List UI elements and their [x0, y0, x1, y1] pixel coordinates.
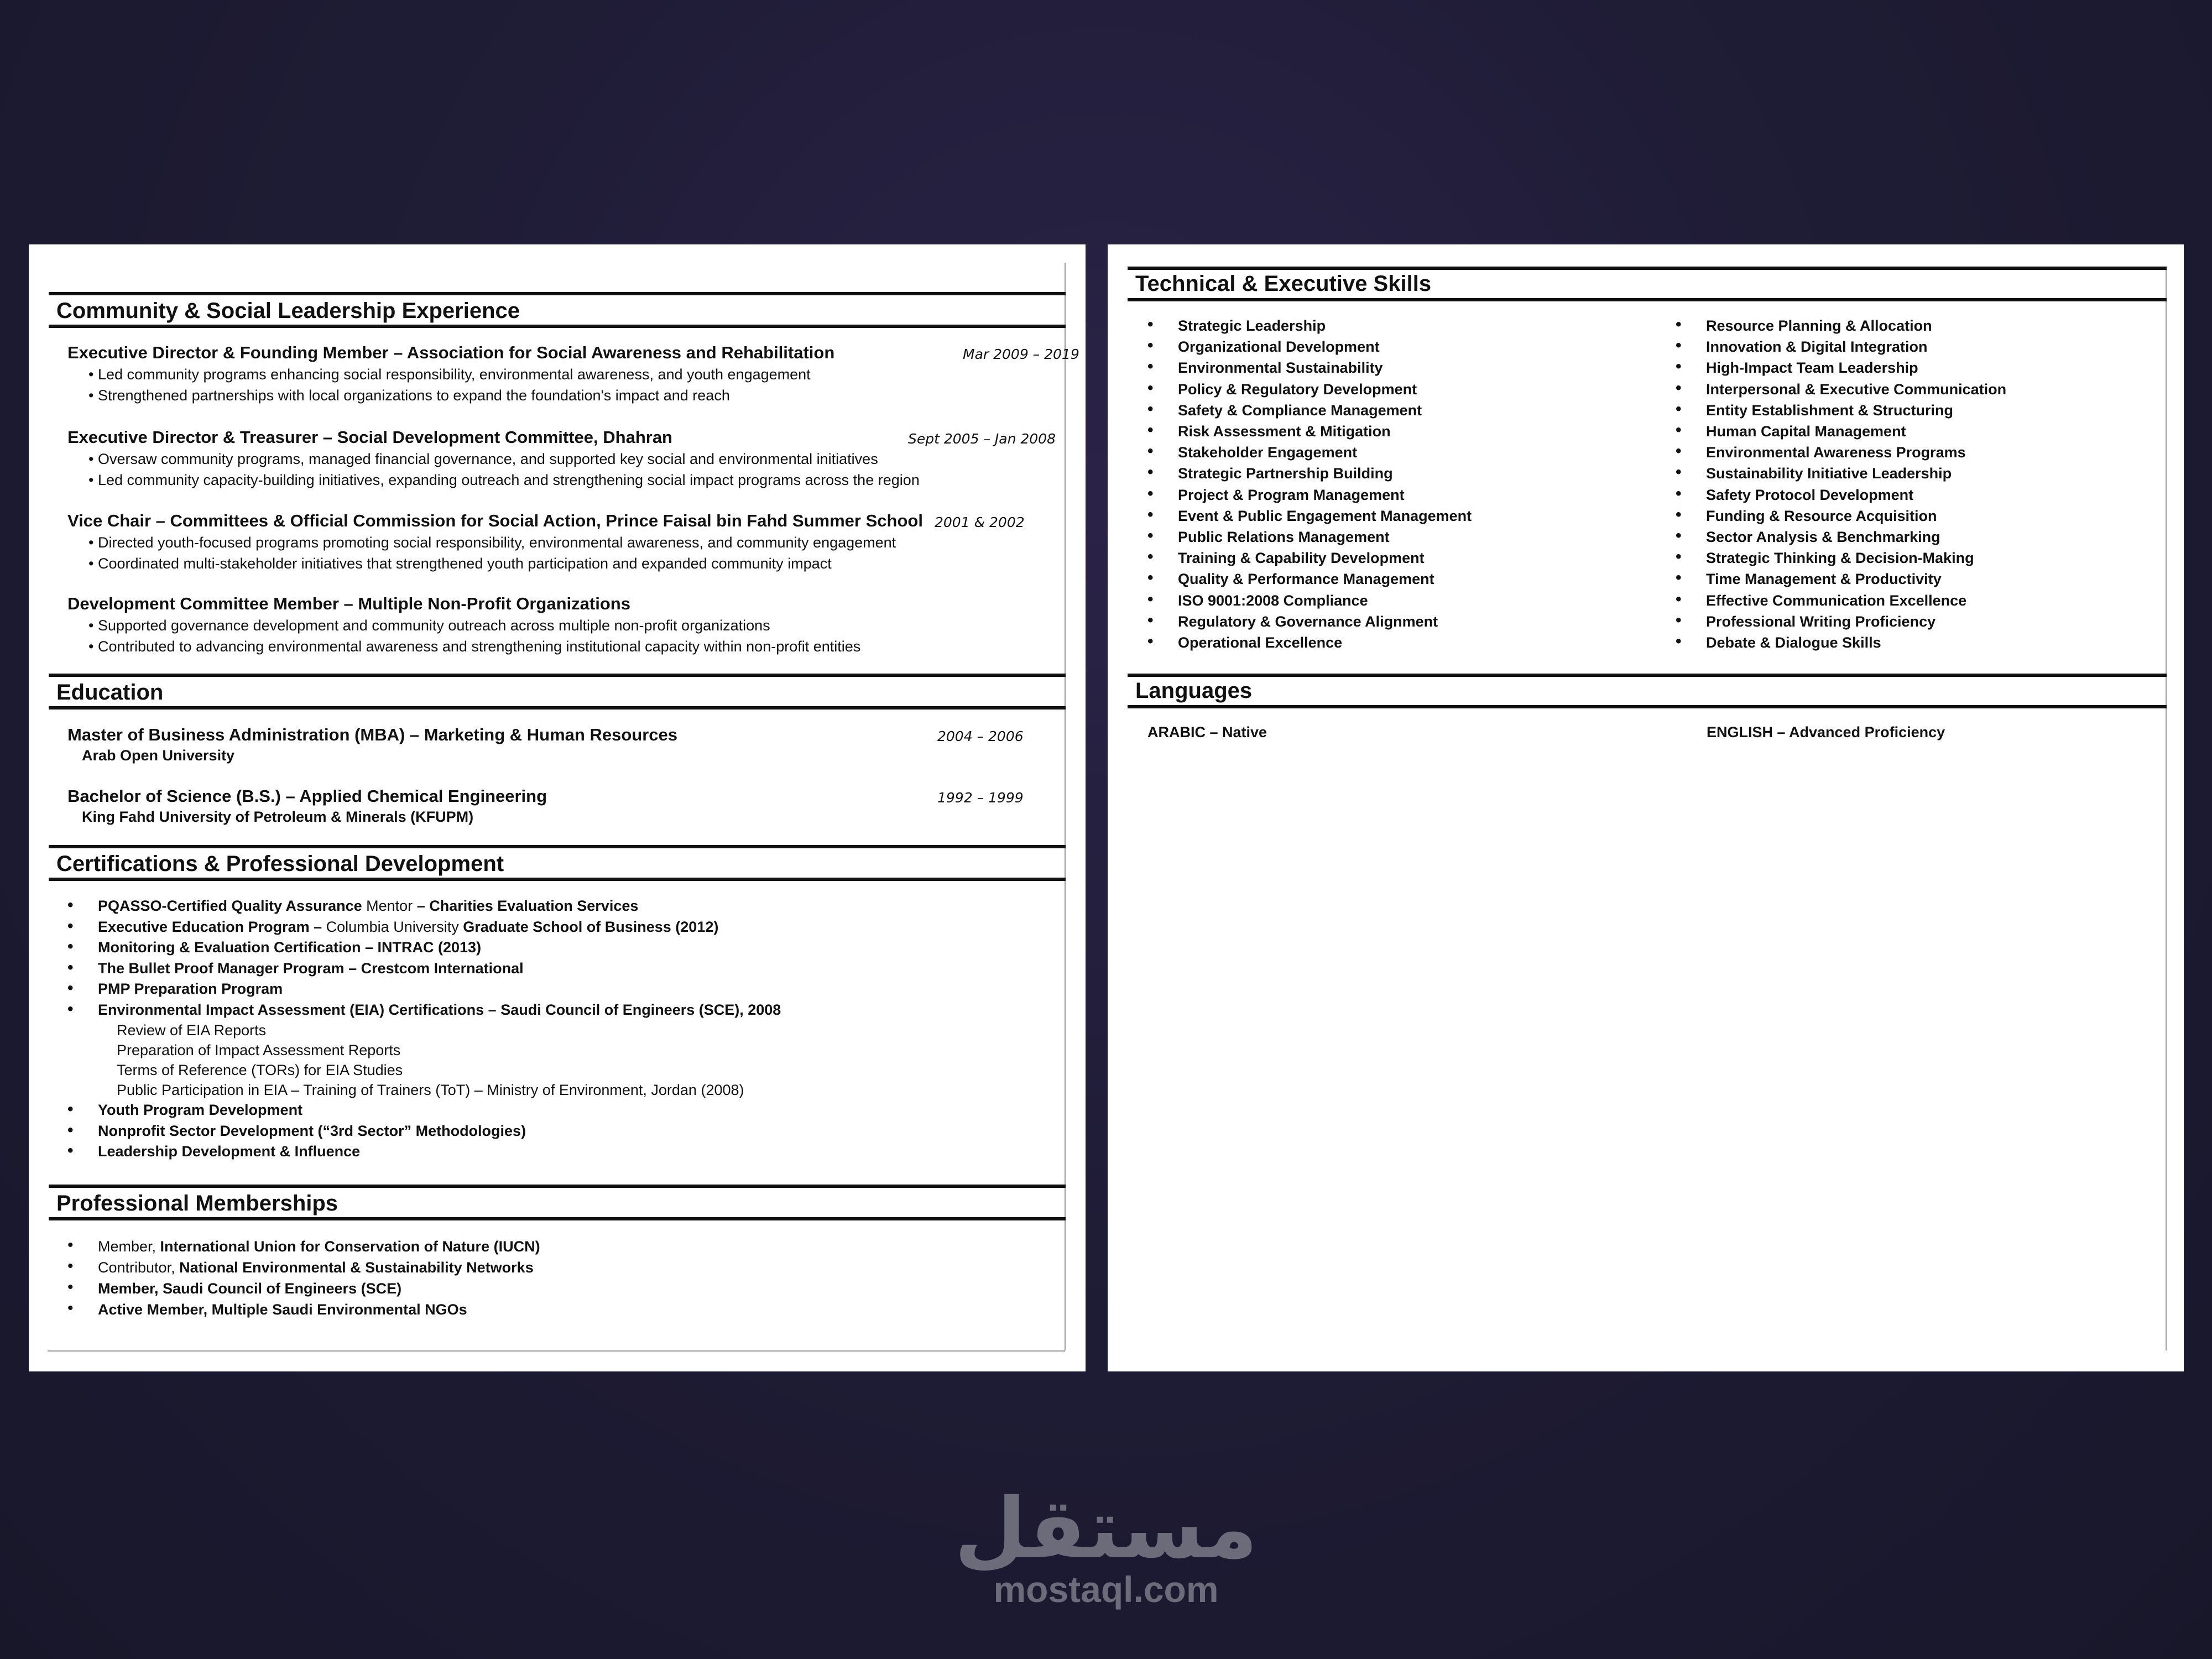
membership-item [98, 1257, 540, 1278]
job-bullet: • Coordinated multi-stakeholder initiatives that strengthened youth participation and expanded community impact [88, 555, 832, 572]
membership-text: International Union for Conservation of Nature (IUCN) [160, 1238, 540, 1255]
section-rule [49, 1217, 1066, 1220]
cert-item [98, 937, 781, 958]
skill-item: • Safety & Compliance Management [1178, 400, 1472, 421]
resume-page-left [29, 244, 1086, 1371]
cert-item [98, 1100, 781, 1121]
cert-text: Nonprofit Sector Development (“3rd Sector” Methodologies) [98, 1122, 526, 1139]
language-item: ENGLISH – Advanced Proficiency [1707, 724, 1945, 740]
cert-text: PQASSO-Certified Quality Assurance [98, 898, 362, 914]
skill-item: • Strategic Partnership Building [1178, 463, 1472, 484]
section-rule [49, 845, 1066, 848]
membership-text: Member, [98, 1238, 160, 1255]
job-title: Vice Chair – Committees & Official Commission for Social Action, Prince Faisal bin Fahd Summer School [67, 511, 923, 530]
degree-date: 1992 – 1999 [937, 790, 1024, 806]
skill-item: • ISO 9001:2008 Compliance [1178, 590, 1472, 611]
skills-column-1 [1178, 315, 1472, 653]
degree-title: Bachelor of Science (B.S.) – Applied Chemical Engineering [67, 786, 547, 806]
skill-item: • Professional Writing Proficiency [1706, 611, 2006, 632]
skill-item: • Safety Protocol Development [1706, 484, 2006, 505]
skill-item: • Operational Excellence [1178, 632, 1472, 653]
skills-column-2 [1706, 315, 2006, 653]
section-header-languages [1128, 674, 2167, 708]
job-bullet: • Directed youth-focused programs promoting social responsibility, environmental awareness, and community engagement [88, 534, 896, 551]
skill-item: • Event & Public Engagement Management [1178, 505, 1472, 526]
job-bullet: • Led community capacity-building initiatives, expanding outreach and strengthening social impact programs across the region [88, 472, 920, 488]
cert-subitem: Preparation of Impact Assessment Reports [117, 1042, 401, 1058]
logo-arabic-text: مستقل [954, 1481, 1258, 1577]
section-title: Certifications & Professional Development [56, 852, 504, 876]
skill-item: • Sustainability Initiative Leadership [1706, 463, 2006, 484]
section-rule [49, 674, 1066, 677]
job-date: Sept 2005 – Jan 2008 [908, 431, 1056, 447]
job-title: Development Committee Member – Multiple Non-Profit Organizations [67, 594, 630, 613]
cert-text: Mentor [362, 898, 417, 914]
cert-item [98, 958, 781, 979]
school-name: King Fahd University of Petroleum & Minerals (KFUPM) [82, 808, 474, 825]
skill-item: • Debate & Dialogue Skills [1706, 632, 2006, 653]
job-bullet: • Supported governance development and community outreach across multiple non-profit organizations [88, 617, 770, 634]
page-edge [2166, 267, 2167, 1350]
cert-item [98, 979, 781, 1000]
section-rule [49, 878, 1066, 881]
cert-text: Monitoring & Evaluation Certification – INTRAC (2013) [98, 939, 482, 956]
skill-item: • Public Relations Management [1178, 526, 1472, 547]
cert-item [98, 1141, 781, 1162]
skill-item: • Resource Planning & Allocation [1706, 315, 2006, 336]
skill-item: • Environmental Awareness Programs [1706, 442, 2006, 463]
cert-text: Executive Education Program – [98, 918, 326, 935]
skill-item: • Project & Program Management [1178, 484, 1472, 505]
job-title: Executive Director & Founding Member – Association for Social Awareness and Rehabilitation [67, 343, 835, 362]
section-rule [49, 292, 1066, 295]
cert-text: Leadership Development & Influence [98, 1143, 361, 1160]
cert-item [98, 917, 781, 938]
skill-item: • Environmental Sustainability [1178, 357, 1472, 378]
cert-text: Graduate School of Business (2012) [463, 918, 719, 935]
job-bullet: • Contributed to advancing environmental awareness and strengthening institutional capacity within non-profit entities [88, 638, 861, 655]
skill-item: • Time Management & Productivity [1706, 568, 2006, 589]
degree-title: Master of Business Administration (MBA) – Marketing & Human Resources [67, 725, 677, 744]
membership-item [98, 1299, 540, 1320]
school-name: Arab Open University [82, 747, 235, 764]
cert-item [98, 896, 781, 917]
logo-latin-text: mostaql.com [993, 1569, 1219, 1610]
skill-item: • Organizational Development [1178, 336, 1472, 357]
cert-item [98, 1000, 781, 1021]
section-rule [49, 1185, 1066, 1188]
cert-text: Youth Program Development [98, 1102, 303, 1118]
skill-item: • Interpersonal & Executive Communication [1706, 379, 2006, 400]
section-title: Professional Memberships [56, 1191, 338, 1215]
skill-item: • Strategic Leadership [1178, 315, 1472, 336]
page-edge [48, 1350, 1065, 1352]
skill-item: • Entity Establishment & Structuring [1706, 400, 2006, 421]
membership-text: National Environmental & Sustainability Networks [179, 1259, 534, 1276]
cert-subitem: Public Participation in EIA – Training of Trainers (ToT) – Ministry of Environment, Jordan (2008) [117, 1082, 744, 1098]
job-title: Executive Director & Treasurer – Social Development Committee, Dhahran [67, 427, 672, 447]
cert-text: PMP Preparation Program [98, 980, 283, 997]
section-rule [1128, 298, 2167, 301]
skill-item: • Training & Capability Development [1178, 547, 1472, 568]
membership-text: Member, Saudi Council of Engineers (SCE) [98, 1280, 402, 1297]
section-rule [1128, 267, 2167, 270]
section-rule [49, 325, 1066, 328]
job-bullet: • Oversaw community programs, managed financial governance, and supported key social and environmental initiatives [88, 451, 878, 467]
section-title: Community & Social Leadership Experience [56, 299, 520, 323]
language-item: ARABIC – Native [1147, 724, 1267, 740]
certifications-list [98, 896, 781, 1162]
job-date: 2001 & 2002 [935, 514, 1025, 530]
section-header-community [49, 292, 1066, 328]
section-header-certifications [49, 845, 1066, 881]
job-date: Mar 2009 – 2019 [963, 346, 1079, 362]
cert-text: – Charities Evaluation Services [416, 898, 639, 914]
resume-page-right [1108, 244, 2184, 1371]
section-header-memberships [49, 1185, 1066, 1220]
skill-item: • High-Impact Team Leadership [1706, 357, 2006, 378]
job-bullet: • Strengthened partnerships with local organizations to expand the foundation's impact and reach [88, 387, 730, 404]
skill-item: • Human Capital Management [1706, 421, 2006, 442]
cert-subitem: Review of EIA Reports [117, 1022, 267, 1039]
skill-item: • Sector Analysis & Benchmarking [1706, 526, 2006, 547]
section-header-education [49, 674, 1066, 709]
section-rule [49, 706, 1066, 709]
section-header-skills [1128, 267, 2167, 301]
section-rule [1128, 674, 2167, 677]
section-title: Languages [1135, 679, 1253, 703]
skill-item: • Regulatory & Governance Alignment [1178, 611, 1472, 632]
skill-item: • Effective Communication Excellence [1706, 590, 2006, 611]
skill-item: • Funding & Resource Acquisition [1706, 505, 2006, 526]
skill-item: • Strategic Thinking & Decision-Making [1706, 547, 2006, 568]
skill-item: • Innovation & Digital Integration [1706, 336, 2006, 357]
membership-item [98, 1278, 540, 1299]
degree-date: 2004 – 2006 [937, 728, 1024, 744]
mostaql-logo [912, 1481, 1300, 1610]
memberships-list [98, 1236, 540, 1320]
section-title: Technical & Executive Skills [1135, 272, 1432, 296]
skill-item: • Stakeholder Engagement [1178, 442, 1472, 463]
job-bullet: • Led community programs enhancing social responsibility, environmental awareness, and youth engagement [88, 366, 811, 383]
membership-item [98, 1236, 540, 1257]
cert-text: Columbia University [326, 918, 463, 935]
membership-text: Active Member, Multiple Saudi Environmental NGOs [98, 1301, 467, 1318]
skill-item: • Quality & Performance Management [1178, 568, 1472, 589]
cert-text: The Bullet Proof Manager Program – Crestcom International [98, 959, 524, 977]
cert-subitem: Terms of Reference (TORs) for EIA Studies [117, 1062, 403, 1078]
skill-item: • Policy & Regulatory Development [1178, 379, 1472, 400]
skill-item: • Risk Assessment & Mitigation [1178, 421, 1472, 442]
membership-text: Contributor, [98, 1259, 180, 1276]
cert-item [98, 1121, 781, 1142]
cert-text: Environmental Impact Assessment (EIA) Certifications – Saudi Council of Engineers (SCE), 2008 [98, 1001, 781, 1018]
section-rule [1128, 705, 2167, 708]
section-title: Education [56, 680, 164, 705]
